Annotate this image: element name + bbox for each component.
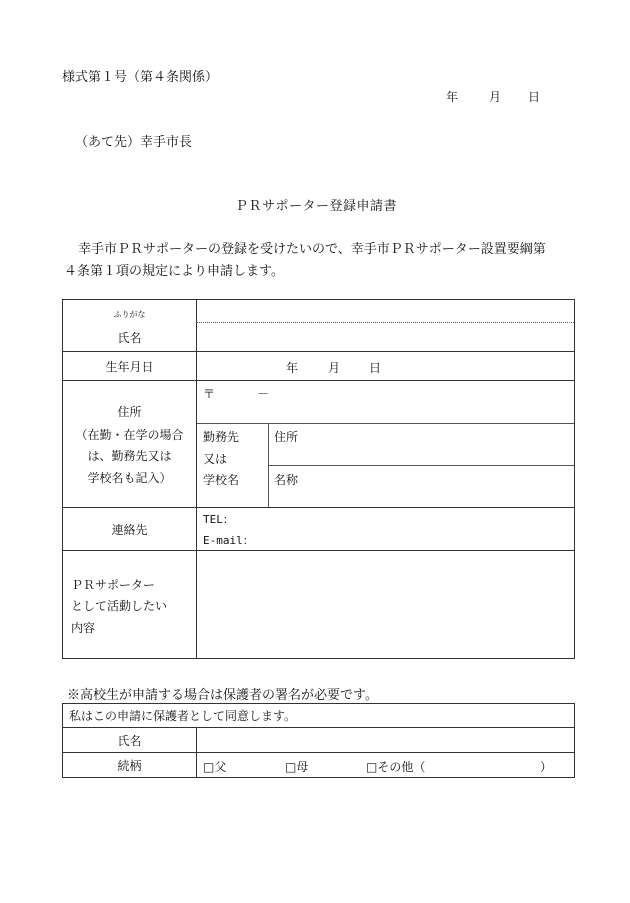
workplace-address-label: 住所: [274, 430, 299, 444]
workplace-row-divider: [268, 465, 574, 466]
birthdate-row: [63, 352, 575, 381]
name-label-cell: [63, 300, 197, 352]
furigana-divider: [197, 322, 574, 323]
guardian-name-label: 氏名: [63, 728, 197, 753]
consent-text: 私はこの申請に保護者として同意します。: [63, 704, 575, 728]
option-father[interactable]: □父: [203, 760, 227, 774]
furigana-label: ふりがな: [113, 310, 146, 319]
contact-input-cell[interactable]: [197, 508, 575, 551]
guardian-note: ※高校生が申請する場合は保護者の署名が必要です。: [67, 688, 378, 703]
activity-label-line-2: として活動したい: [71, 599, 168, 613]
workplace-name-label: 名称: [274, 473, 299, 487]
relationship-label: 続柄: [63, 753, 197, 778]
name-label: 氏名: [117, 331, 142, 345]
relationship-row: [63, 753, 575, 778]
form-number: 様式第１号（第４条関係）: [62, 70, 219, 85]
address-note-line-3: 学校名も記入）: [87, 471, 172, 485]
option-other[interactable]: □その他（: [366, 760, 426, 774]
workplace-label-line-1: 勤務先: [203, 430, 240, 444]
date-day-label: 日: [528, 90, 541, 104]
application-table: [62, 299, 575, 659]
option-other-close: ）: [540, 760, 553, 774]
address-note-line-1: （在勤・在学の場合: [75, 428, 184, 442]
consent-row: [63, 704, 575, 728]
date-year-label: 年: [446, 90, 459, 104]
activity-label-line-1: ＰＲサポーター: [71, 578, 156, 592]
intro-line-2: ４条第１項の規定により申請します。: [64, 264, 284, 279]
birth-month-label: 月: [328, 361, 341, 375]
activity-input-cell[interactable]: [197, 551, 575, 659]
date-month-label: 月: [489, 90, 502, 104]
guardian-name-input[interactable]: [197, 728, 575, 753]
guardian-name-row: [63, 728, 575, 753]
birthdate-input-cell[interactable]: [197, 352, 575, 381]
address-note-line-2: は、勤務先又は: [87, 449, 172, 463]
intro-line-1: 幸手市ＰＲサポーターの登録を受けたいので、幸手市ＰＲサポーター設置要綱第: [78, 242, 546, 257]
document-title: ＰＲサポーター登録申請書: [235, 199, 398, 214]
workplace-label-line-2: 又は: [203, 452, 228, 466]
contact-label: 連絡先: [63, 508, 197, 551]
birthdate-label: 生年月日: [63, 352, 197, 381]
activity-label-cell: [63, 551, 197, 659]
name-row: [63, 300, 575, 352]
name-input-cell[interactable]: [197, 300, 575, 352]
address-row: [63, 381, 575, 508]
birth-day-label: 日: [369, 361, 382, 375]
activity-label-line-3: 内容: [71, 621, 96, 635]
postal-mark: 〒: [203, 387, 216, 401]
activity-row: [63, 551, 575, 659]
guardian-table: [62, 703, 575, 778]
address-input-cell[interactable]: [197, 381, 575, 508]
addressee: （あて先）幸手市長: [75, 135, 193, 150]
birth-year-label: 年: [286, 361, 299, 375]
option-mother[interactable]: □母: [285, 760, 309, 774]
postal-dash: －: [257, 387, 270, 401]
email-label: E-mail：: [203, 534, 254, 547]
relationship-options: [197, 753, 575, 778]
contact-row: [63, 508, 575, 551]
address-label: 住所: [117, 405, 142, 419]
workplace-label-line-3: 学校名: [203, 473, 240, 487]
tel-label: TEL：: [203, 513, 234, 526]
address-label-cell: [63, 381, 197, 508]
workplace-block: [197, 423, 574, 507]
